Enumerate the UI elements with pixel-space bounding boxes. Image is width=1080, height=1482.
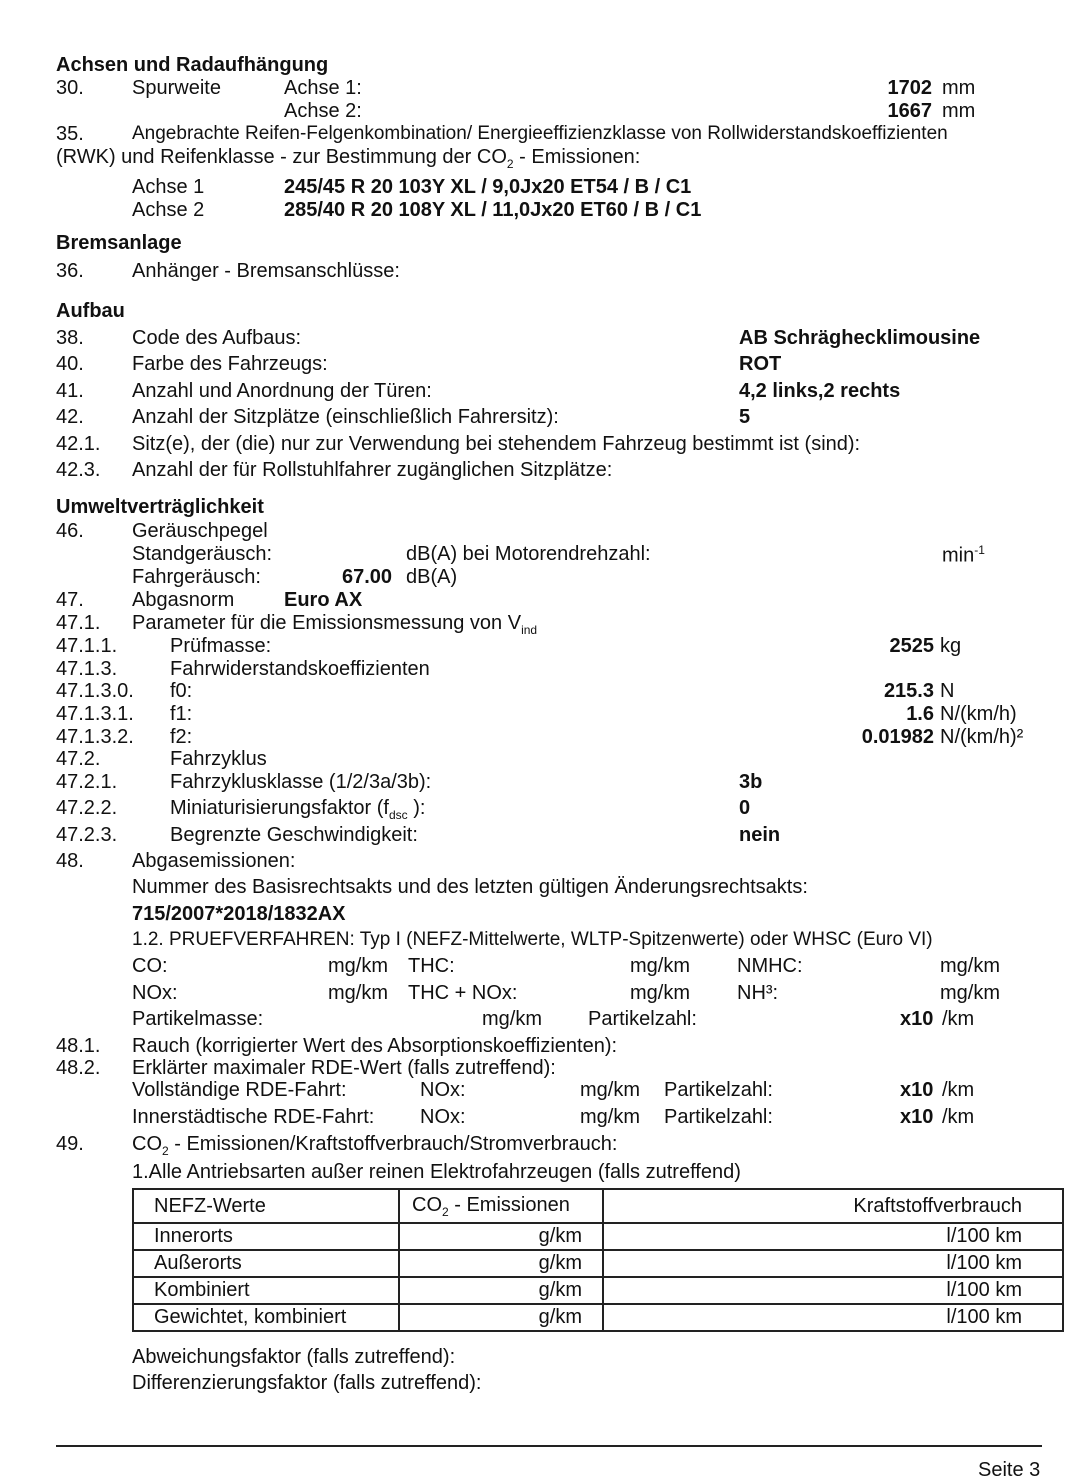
table-row [133,1250,1063,1277]
table-cell-label: Außerorts [133,1250,399,1277]
unit: kg [940,635,962,657]
thc-label: THC: [408,955,455,977]
x10-label: x10 [900,1079,934,1101]
item-number: 47.1.3. [56,658,118,680]
item-number: 48.2. [56,1057,101,1079]
item-label: Code des Aufbaus: [132,327,302,349]
axle-label: Achse 1 [132,176,205,198]
basis-act-value: 715/2007*2018/1832AX [132,903,346,925]
particle-number-label: Partikelzahl: [588,1008,697,1030]
item-number: 42. [56,406,84,428]
unit: mg/km [630,982,690,1004]
basis-act-label: Nummer des Basisrechtsakts und des letzten gültigen Änderungsrechtsakts: [132,876,808,898]
item-label: Geräuschpegel [132,520,268,542]
table-cell-co2: g/km [399,1250,603,1277]
unit: /km [942,1008,975,1030]
axle-label: Achse 2 [132,199,205,221]
unit: mm [942,77,976,99]
driving-noise-unit: dB(A) [406,566,458,588]
unit: mg/km [328,982,388,1004]
item-label: Spurweite [132,77,221,99]
item-value: ROT [739,353,782,375]
unit: mg/km [630,955,690,977]
tyre-combination-1: 245/45 R 20 103Y XL / 9,0Jx20 ET54 / B / C1 [284,176,692,198]
unit: mm [942,100,976,122]
rpm-unit: $\min^{-1}$ [942,543,985,567]
track-value-1: 1702 [887,77,932,99]
item-label: Fahrzyklus [170,748,267,770]
item-label: Prüfmasse: [170,635,272,657]
co-label: CO: [132,955,168,977]
item-label: Anzahl der für Rollstuhlfahrer zugänglichen Sitzplätze: [132,459,613,481]
nox-label: NOx: [420,1079,466,1101]
thc-nox-label: THC + NOx: [408,982,518,1004]
unit: mg/km [940,955,1000,977]
item-label-cont: (RWK) und Reifenklasse - zur Bestimmung der $CO_2$ - Emissionen: [56,146,641,171]
unit: mg/km [580,1106,640,1128]
item-number: 42.3. [56,459,101,481]
nefz-table [132,1188,1064,1332]
item-value: AB Schräghecklimousine [739,327,981,349]
item-number: 38. [56,327,84,349]
cycle-value: nein [739,824,781,846]
stationary-noise-unit: dB(A) bei Motorendrehzahl: [406,543,651,565]
table-header-nefz: NEFZ-Werte [133,1189,399,1223]
particle-number-label: Partikelzahl: [664,1079,773,1101]
table-cell-fuel: l/100 km [603,1250,1063,1277]
table-cell-fuel: l/100 km [603,1223,1063,1250]
axle-label: Achse 1: [284,77,362,99]
item-number: 42.1. [56,433,101,455]
item-number: 47.1. [56,612,101,634]
item-number: 41. [56,380,84,402]
unit: N/(km/h) [940,703,1017,725]
table-cell-co2: g/km [399,1223,603,1250]
nh3-label: NH³: [737,982,779,1004]
unit: mg/km [580,1079,640,1101]
nox-label: NOx: [420,1106,466,1128]
item-number: 47.2.3. [56,824,118,846]
x10-label: x10 [900,1008,934,1030]
item-label: Erklärter maximaler RDE-Wert (falls zutreffend): [132,1057,556,1079]
nmhc-label: NMHC: [737,955,803,977]
item-label: Anzahl der Sitzplätze (einschließlich Fahrersitz): [132,406,559,428]
table-cell-label: Kombiniert [133,1277,399,1304]
cycle-value: 3b [739,771,763,793]
table-row [133,1277,1063,1304]
rde-full-label: Vollständige RDE-Fahrt: [132,1079,347,1101]
item-number: 48. [56,850,84,872]
unit: N [940,680,955,702]
emission-standard-value: Euro AX [284,589,363,611]
rde-urban-label: Innerstädtische RDE-Fahrt: [132,1106,375,1128]
unit: /km [942,1079,975,1101]
differentiation-factor-label: Differenzierungsfaktor (falls zutreffend): [132,1372,482,1394]
footer-divider [56,1445,1042,1447]
item-label: f1: [170,703,193,725]
particle-number-label: Partikelzahl: [664,1106,773,1128]
item-number: 35. [56,123,84,145]
item-label: Sitz(e), der (die) nur zur Verwendung bei stehendem Fahrzeug bestimmt ist (sind): [132,433,861,455]
unit: mg/km [482,1008,542,1030]
item-number: 47.1.3.2. [56,726,134,748]
tyre-combination-2: 285/40 R 20 108Y XL / 11,0Jx20 ET60 / B / C1 [284,199,702,221]
unit: mg/km [328,955,388,977]
item-number: 40. [56,353,84,375]
stationary-noise-label: Standgeräusch: [132,543,273,565]
page-number: Seite 3 [978,1459,1041,1481]
item-label: Fahrwiderstandskoeffizienten [170,658,430,680]
item-label: f0: [170,680,193,702]
parameter-value: 0.01982 [861,726,934,748]
section-heading-aufbau: Aufbau [56,300,125,322]
table-cell-fuel: l/100 km [603,1277,1063,1304]
driving-noise-value: 67.00 [342,566,393,588]
section-heading-achsen: Achsen und Radaufhängung [56,54,329,76]
table-cell-label: Gewichtet, kombiniert [133,1304,399,1331]
item-label: Anzahl und Anordnung der Türen: [132,380,432,402]
item-number: 47. [56,589,84,611]
table-cell-co2: g/km [399,1277,603,1304]
test-procedure-label: 1.2. PRUEFVERFAHREN: Typ I (NEFZ-Mittelwerte, WLTP-Spitzenwerte) oder WHSC (Euro VI) [132,929,933,950]
item-number: 47.2.1. [56,771,118,793]
item-label: Farbe des Fahrzeugs: [132,353,328,375]
unit: /km [942,1106,975,1128]
item-number: 47.1.1. [56,635,118,657]
item-label: Abgasnorm [132,589,235,611]
axle-label: Achse 2: [284,100,362,122]
item-number: 47.1.3.1. [56,703,134,725]
cycle-value: 0 [739,797,751,819]
item-label: Anhänger - Bremsanschlüsse: [132,260,400,282]
table-cell-label: Innerorts [133,1223,399,1250]
parameter-value: 2525 [889,635,934,657]
parameter-value: 215.3 [883,680,934,702]
item-number: 48.1. [56,1035,101,1057]
table-row [133,1304,1063,1331]
item-value: 5 [739,406,751,428]
track-value-2: 1667 [887,100,932,122]
item-label: Begrenzte Geschwindigkeit: [170,824,418,846]
parameter-value: 1.6 [906,703,934,725]
particle-mass-label: Partikelmasse: [132,1008,264,1030]
table-header-fuel: Kraftstoffverbrauch [603,1189,1063,1223]
item-number: 30. [56,77,84,99]
item-number: 49. [56,1133,84,1155]
x10-label: x10 [900,1106,934,1128]
section-heading-bremsanlage: Bremsanlage [56,232,182,254]
section-heading-umwelt: Umweltverträglichkeit [56,496,264,518]
item-number: 47.2.2. [56,797,118,819]
item-label: Angebrachte Reifen-Felgenkombination/ Energieeffizienzklasse von Rollwiderstandskoeffizienten [132,123,948,144]
item-number: 47.1.3.0. [56,680,134,702]
item-value: 4,2 links,2 rechts [739,380,901,402]
item-label: Fahrzyklusklasse (1/2/3a/3b): [170,771,432,793]
propulsion-subheading: 1.Alle Antriebsarten außer reinen Elektrofahrzeugen (falls zutreffend) [132,1161,741,1183]
item-label: Abgasemissionen: [132,850,296,872]
item-label: $CO_2$ - Emissionen/Kraftstoffverbrauch/Stromverbrauch: [132,1133,618,1158]
item-label: Rauch (korrigierter Wert des Absorptionskoeffizienten): [132,1035,618,1057]
item-label: f2: [170,726,193,748]
table-row [133,1223,1063,1250]
table-cell-co2: g/km [399,1304,603,1331]
table-header-co2: $CO_2$ - Emissionen [399,1189,603,1223]
unit: mg/km [940,982,1000,1004]
item-label: Parameter für die Emissionsmessung von $V_{ind}$ [132,612,538,637]
item-number: 46. [56,520,84,542]
item-number: 36. [56,260,84,282]
item-label: Miniaturisierungsfaktor ($f_{dsc}$ ): [170,797,426,822]
driving-noise-label: Fahrgeräusch: [132,566,261,588]
table-cell-fuel: l/100 km [603,1304,1063,1331]
deviation-factor-label: Abweichungsfaktor (falls zutreffend): [132,1346,456,1368]
table-header-row [133,1189,1063,1223]
nox-label: NOx: [132,982,178,1004]
item-number: 47.2. [56,748,101,770]
unit: N/(km/h)² [940,726,1024,748]
